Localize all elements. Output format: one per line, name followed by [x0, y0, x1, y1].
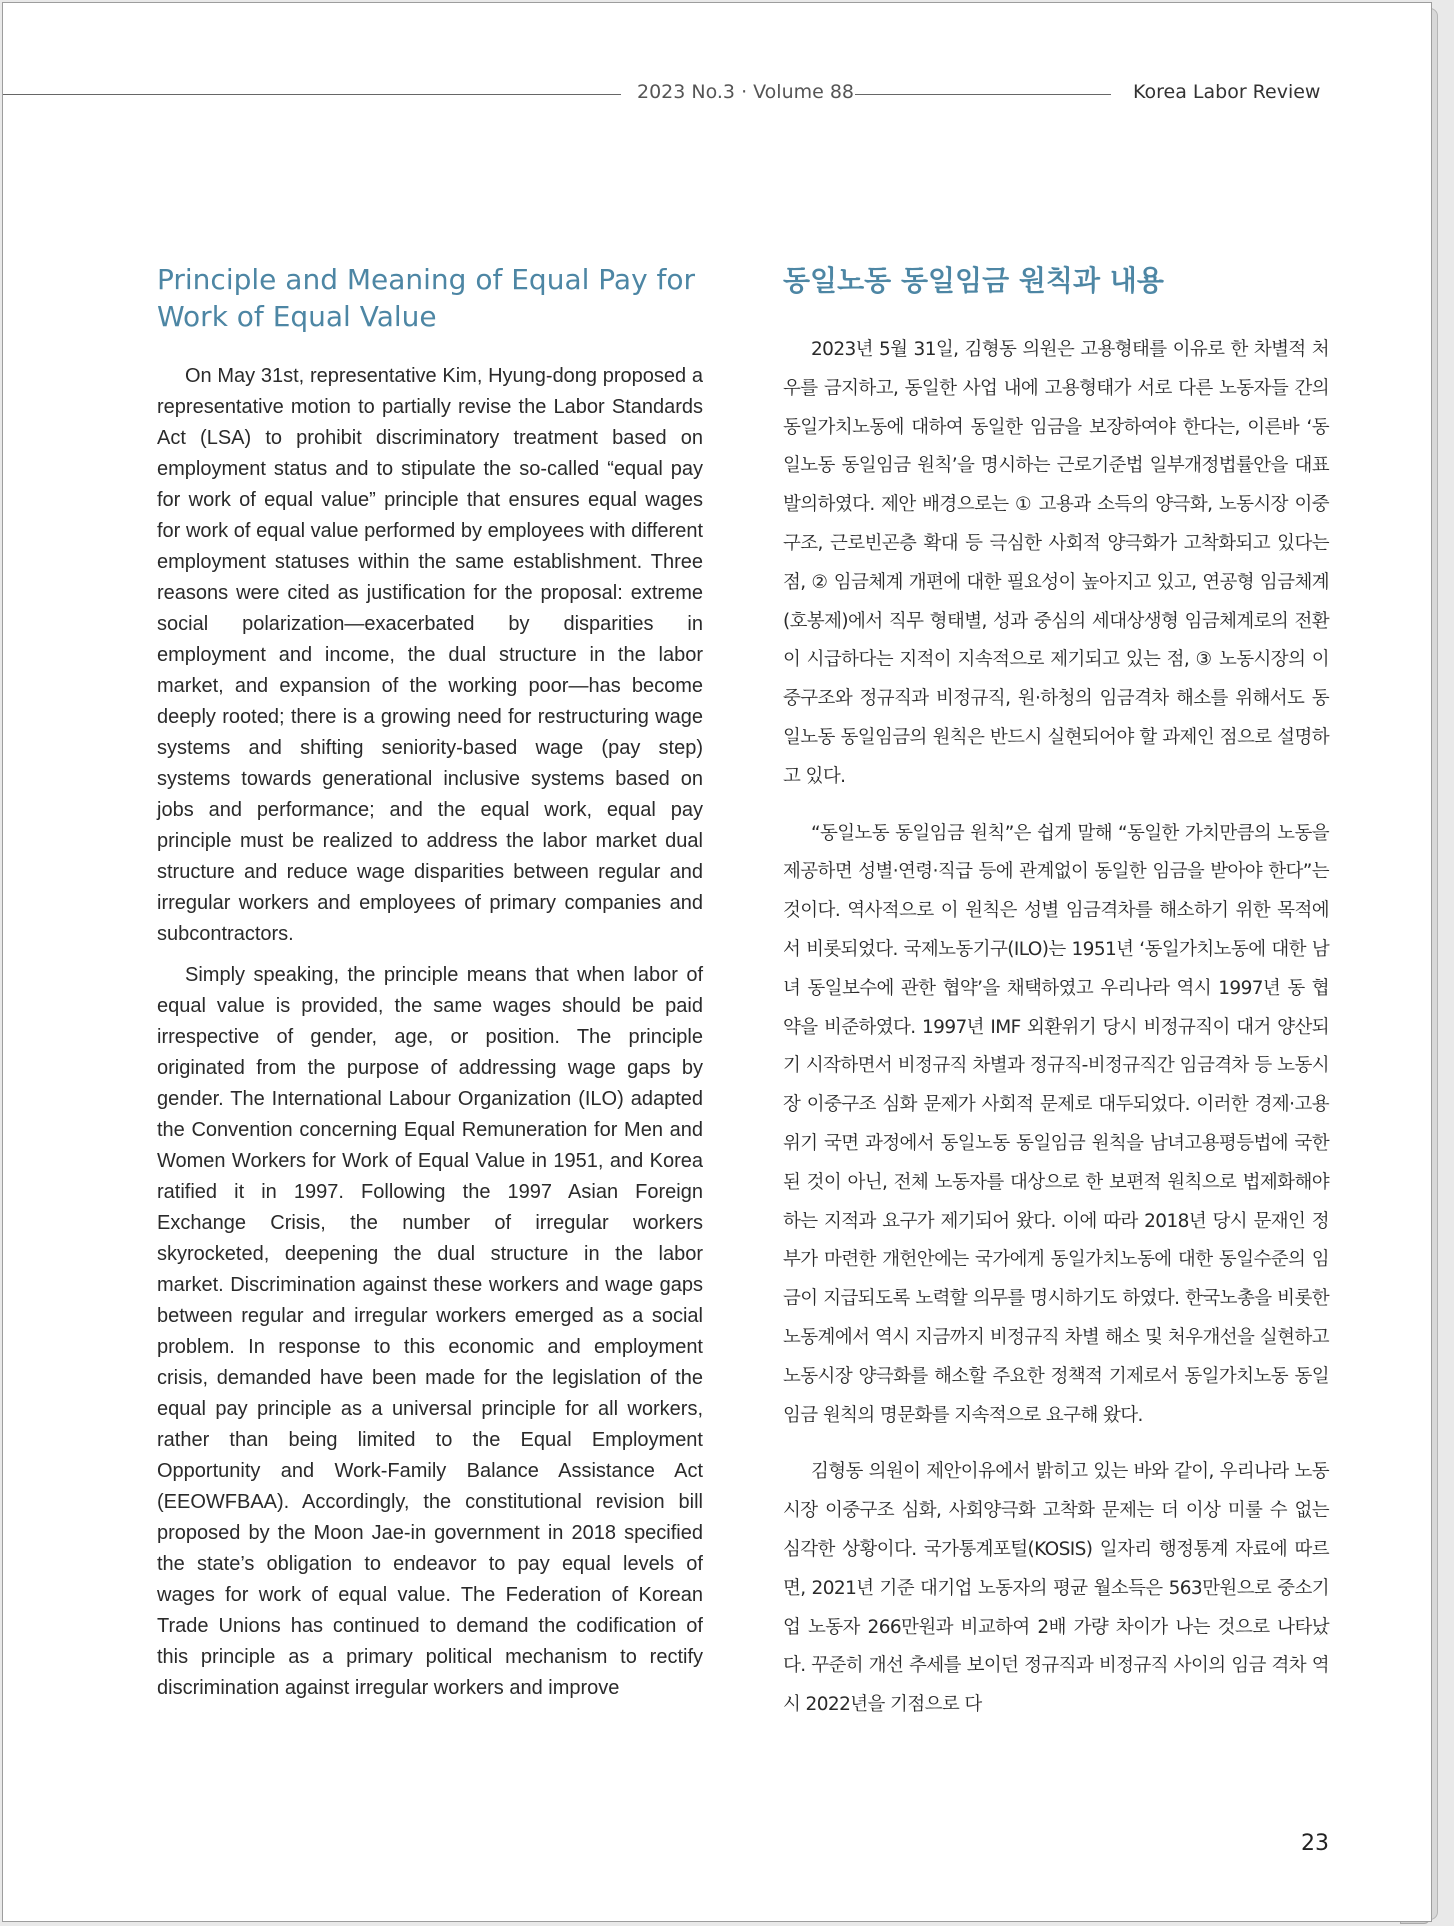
english-section-title: Principle and Meaning of Equal Pay for Work of Equal Value [157, 263, 696, 333]
korean-column [783, 261, 1329, 1743]
english-paragraph: On May 31st, representative Kim, Hyung-dong proposed a representative motion to partially revise the Labor Standards Act (LSA) to prohibit discriminatory treatment based on employment status and to stipulate the so-called “equal pay for work of equal value” principle that ensures equal wages for work of equal value performed by employees with different employment statuses within the same establishment. Three reasons were cited as justification for the proposal: extreme social polarization—exacerbated by disparities in employment and income, the dual structure in the labor market, and expansion of the working poor—has become deeply rooted; there is a growing need for restructuring wage systems and shifting seniority-based wage (pay step) systems towards generational inclusive systems based on jobs and performance; and the equal work, equal pay principle must be realized to address the labor market dual structure and reduce wage disparities between regular and irregular workers and employees of primary companies and subcontractors. [157, 365, 703, 945]
korean-paragraph: 김형동 의원이 제안이유에서 밝히고 있는 바와 같이, 우리나라 노동시장 이중구조 심화, 사회양극화 고착화 문제는 더 이상 미룰 수 없는 심각한 상황이다. 국가통계포털(KOSIS) 일자리 행정통계 자료에 따르면, 2021년 기준 대기업 노동자의 평균 월소득은 563만원으로 중소기업 노동자 266만원과 비교하여 2배 가량 차이가 나는 것으로 나타났다. 꾸준히 개선 추세를 보이던 정규직과 비정규직 사이의 임금 격차 역시 2022년을 기점으로 다 [783, 1461, 1329, 1716]
header-journal-title: Korea Labor Review [1133, 81, 1321, 103]
header-rule [3, 94, 621, 95]
header-rule [855, 94, 1111, 95]
korean-paragraph: “동일노동 동일임금 원칙”은 쉽게 말해 “동일한 가치만큼의 노동을 제공하면 성별·연령·직급 등에 관계없이 동일한 임금을 받아야 한다”는 것이다. 역사적으로 이 원칙은 성별 임금격차를 해소하기 위한 목적에서 비롯되었다. 국제노동기구(ILO)는 1951년 ‘동일가치노동에 대한 남녀 동일보수에 관한 협약’을 채택하였고 우리나라 역시 1997년 동 협약을 비준하였다. 1997년 IMF 외환위기 당시 비정규직이 대거 양산되기 시작하면서 비정규직 차별과 정규직-비정규직간 임금격차 등 노동시장 이중구조 심화 문제가 사회적 문제로 대두되었다. 이러한 경제·고용위기 국면 과정에서 동일노동 동일임금 원칙을 남녀고용평등법에 국한된 것이 아닌, 전체 노동자를 대상으로 한 보편적 원칙으로 법제화해야 하는 지적과 요구가 제기되어 왔다. 이에 따라 2018년 당시 문재인 정부가 마련한 개헌안에는 국가에게 동일가치노동에 대한 동일수준의 임금이 지급되도록 노력할 의무를 명시하기도 하였다. 한국노총을 비롯한 노동계에서 역시 지금까지 비정규직 차별 해소 및 처우개선을 실현하고 노동시장 양극화를 해소할 주요한 정책적 기제로서 동일가치노동 동일임금 원칙의 명문화를 지속적으로 요구해 왔다. [783, 822, 1329, 1426]
english-column [157, 261, 703, 1714]
page-number: 23 [1301, 1831, 1329, 1856]
document-page [2, 2, 1432, 1922]
header-issue: 2023 No.3 · Volume 88 [637, 81, 855, 103]
english-paragraph: Simply speaking, the principle means that when labor of equal value is provided, the same wages should be paid irrespective of gender, age, or position. The principle originated from the purpose of addressing wage gaps by gender. The International Labour Organization (ILO) adapted the Convention concerning Equal Remuneration for Men and Women Workers for Work of Equal Value in 1951, and Korea ratified it in 1997. Following the 1997 Asian Foreign Exchange Crisis, the number of irregular workers skyrocketed, deepening the dual structure in the labor market. Discrimination against these workers and wage gaps between regular and irregular workers emerged as a social problem. In response to this economic and employment crisis, demanded have been made for the legislation of the equal pay principle as a universal principle for all workers, rather than being limited to the Equal Employment Opportunity and Work-Family Balance Assistance Act (EEOWFBAA). Accordingly, the constitutional revision bill proposed by the Moon Jae-in government in 2018 specified the state’s obligation to endeavor to pay equal levels of wages for work of equal value. The Federation of Korean Trade Unions has continued to demand the codification of this principle as a primary political mechanism to rectify discrimination against irregular workers and improve [157, 964, 703, 1699]
korean-paragraph: 2023년 5월 31일, 김형동 의원은 고용형태를 이유로 한 차별적 처우를 금지하고, 동일한 사업 내에 고용형태가 서로 다른 노동자들 간의 동일가치노동에 대하여 동일한 임금을 보장하여야 한다는, 이른바 ‘동일노동 동일임금 원칙’을 명시하는 근로기준법 일부개정법률안을 대표발의하였다. 제안 배경으로는 ① 고용과 소득의 양극화, 노동시장 이중구조, 근로빈곤층 확대 등 극심한 사회적 양극화가 고착화되고 있다는 점, ② 임금체계 개편에 대한 필요성이 높아지고 있고, 연공형 임금체계(호봉제)에서 직무 형태별, 성과 중심의 세대상생형 임금체계로의 전환이 시급하다는 지적이 지속적으로 제기되고 있는 점, ③ 노동시장의 이중구조와 정규직과 비정규직, 원·하청의 임금격차 해소를 위해서도 동일노동 동일임금의 원칙은 반드시 실현되어야 할 과제인 점으로 설명하고 있다. [783, 339, 1329, 787]
korean-section-title: 동일노동 동일임금 원칙과 내용 [783, 264, 1164, 297]
